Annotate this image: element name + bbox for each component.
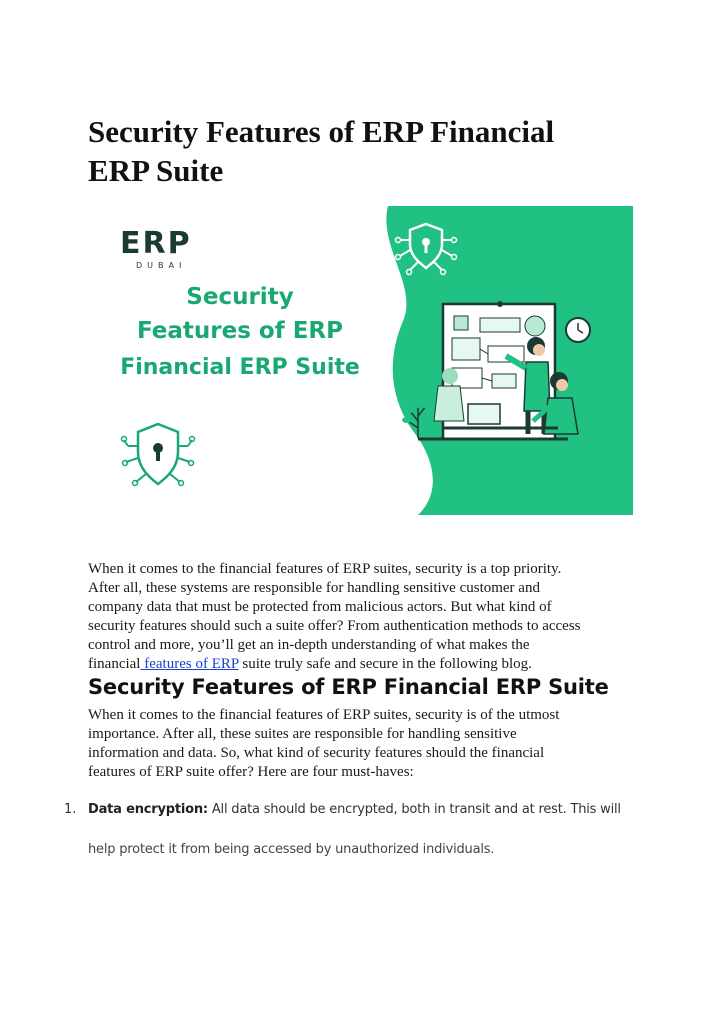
- intro-line-with-link: [88, 655, 648, 674]
- list-item-line1: [88, 802, 621, 817]
- hero-banner-image: [88, 206, 633, 515]
- section-line: information and data. So, what kind of security features should the financial: [88, 745, 545, 761]
- list-item-line2: help protect it from being accessed by unauthorized individuals.: [88, 842, 495, 857]
- section-line: features of ERP suite offer? Here are four must-haves:: [88, 764, 414, 780]
- svg-text:DUBAI: DUBAI: [136, 261, 187, 270]
- section-line: importance. After all, these suites are responsible for handling sensitive: [88, 726, 517, 742]
- section-paragraph: [88, 706, 648, 782]
- banner-heading-line3: Financial ERP Suite: [120, 355, 360, 380]
- banner-illustration: [88, 206, 633, 515]
- section-heading: Security Features of ERP Financial ERP Suite: [88, 675, 609, 699]
- list-item-text: All data should be encrypted, both in transit and at rest. This will: [207, 802, 621, 817]
- svg-text:ERP: ERP: [120, 226, 192, 261]
- intro-line: company data that must be protected from malicious actors. But what kind of: [88, 599, 552, 615]
- laptop-icon: [468, 404, 500, 424]
- features-of-erp-link[interactable]: features of ERP: [140, 656, 239, 672]
- intro-paragraph: [88, 560, 648, 674]
- intro-line: When it comes to the financial features of ERP suites, security is a top priority.: [88, 561, 562, 577]
- document-title: [88, 112, 648, 190]
- document-title-line1: Security Features of ERP Financial: [88, 114, 555, 149]
- banner-heading-line2: Features of ERP: [136, 318, 344, 344]
- banner-heading-line1: Security: [186, 284, 294, 310]
- list-item-number: 1.: [64, 802, 77, 817]
- intro-text: financial: [88, 656, 141, 672]
- intro-line: security features should such a suite offer? From authentication methods to access: [88, 618, 581, 634]
- intro-line: control and more, you’ll get an in-depth understanding of what makes the: [88, 637, 530, 653]
- clock-icon: [566, 318, 590, 342]
- intro-line: After all, these systems are responsible for handling sensitive customer and: [88, 580, 540, 596]
- section-line: When it comes to the financial features of ERP suites, security is of the utmost: [88, 707, 560, 723]
- document-title-line2: ERP Suite: [88, 153, 224, 188]
- intro-text: suite truly safe and secure in the following blog.: [238, 656, 532, 672]
- list-item-label: Data encryption:: [88, 802, 208, 817]
